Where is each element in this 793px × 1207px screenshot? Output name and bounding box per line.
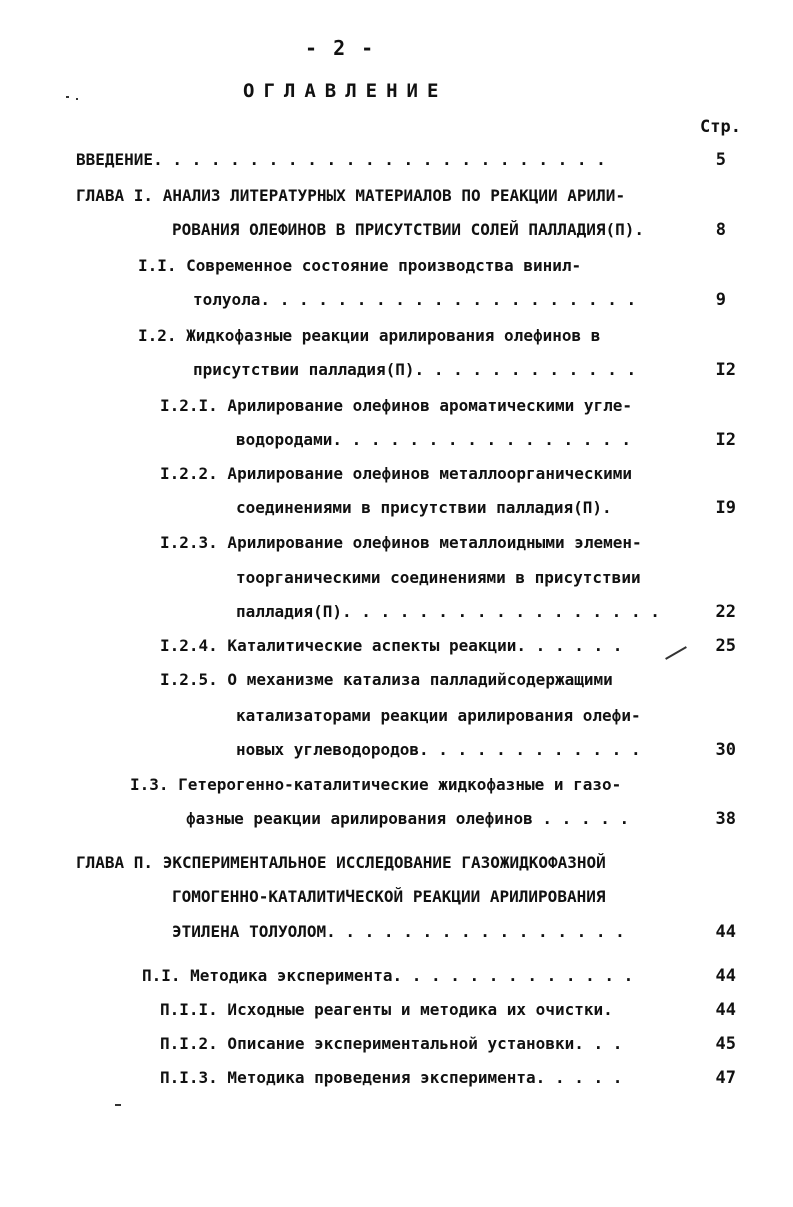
toc-page-chapter-2: 44 <box>715 922 736 942</box>
toc-entry-introduction: ВВЕДЕНИЕ. . . . . . . . . . . . . . . . . . . . . . . . <box>76 150 606 169</box>
toc-entry-1-2-3-cont: тоорганическими соединениями в присутствии <box>236 568 641 587</box>
toc-page-1-1: 9 <box>715 290 726 310</box>
toc-entry-1-3-cont: фазные реакции арилирования олефинов . . . . . <box>186 809 630 828</box>
toc-entry-1-2-5-cont: катализаторами реакции арилирования олефи- <box>236 706 641 725</box>
toc-entry-chapter-1-cont: РОВАНИЯ ОЛЕФИНОВ В ПРИСУТСТВИИ СОЛЕЙ ПАЛЛАДИЯ(П). <box>172 220 645 239</box>
toc-page-introduction: 5 <box>715 150 726 170</box>
toc-entry-1-1: I.I. Современное состояние производства винил- <box>138 256 582 275</box>
toc-page-1-2-4: 25 <box>715 636 736 656</box>
toc-entry-2-1-2: П.I.2. Описание экспериментальной установки. . . <box>160 1034 623 1053</box>
toc-entry-1-2-cont: присутствии палладия(П). . . . . . . . . . . . <box>193 360 637 379</box>
toc-entry-1-2-3-cont2: палладия(П). . . . . . . . . . . . . . . . . <box>236 602 660 621</box>
toc-entry-1-2-3: I.2.3. Арилирование олефинов металлоидными элемен- <box>160 533 642 552</box>
toc-entry-1-2-4: I.2.4. Каталитические аспекты реакции. . . . . . <box>160 636 623 655</box>
toc-page-2-1-3: 47 <box>715 1068 736 1088</box>
toc-page-1-2-2: I9 <box>715 498 736 518</box>
scan-mark <box>665 646 687 660</box>
toc-entry-1-2-5-cont2: новых углеводородов. . . . . . . . . . . . <box>236 740 641 759</box>
toc-entry-chapter-1: ГЛАВА I. АНАЛИЗ ЛИТЕРАТУРНЫХ МАТЕРИАЛОВ ПО РЕАКЦИИ АРИЛИ- <box>76 186 626 205</box>
page-number: - 2 - <box>305 36 376 60</box>
scan-speck <box>66 96 69 98</box>
toc-page-1-2-3: 22 <box>715 602 736 622</box>
toc-entry-1-2-5: I.2.5. О механизме катализа палладийсодержащими <box>160 670 613 689</box>
toc-entry-2-1-3: П.I.3. Методика проведения эксперимента. . . . . <box>160 1068 623 1087</box>
toc-entry-chapter-2-cont2: ЭТИЛЕНА ТОЛУОЛОМ. . . . . . . . . . . . . . . . <box>172 922 625 941</box>
toc-entry-1-1-cont: толуола. . . . . . . . . . . . . . . . . . . . <box>193 290 637 309</box>
toc-entry-chapter-2: ГЛАВА П. ЭКСПЕРИМЕНТАЛЬНОЕ ИССЛЕДОВАНИЕ ГАЗОЖИДКОФАЗНОЙ <box>76 853 606 872</box>
page-title: ОГЛАВЛЕНИЕ <box>243 80 448 102</box>
toc-entry-2-1-1: П.I.I. Исходные реагенты и методика их очистки. <box>160 1000 613 1019</box>
toc-page-1-2-5: 30 <box>715 740 736 760</box>
toc-entry-1-2-2: I.2.2. Арилирование олефинов металлоорганическими <box>160 464 633 483</box>
toc-page-chapter-1: 8 <box>715 220 726 240</box>
toc-entry-1-2: I.2. Жидкофазные реакции арилирования олефинов в <box>138 326 601 345</box>
scan-speck <box>115 1104 121 1106</box>
toc-page-1-2: I2 <box>715 360 736 380</box>
toc-page-2-1: 44 <box>715 966 736 986</box>
toc-page-1-3: 38 <box>715 809 736 829</box>
page-column-label: Стр. <box>700 117 741 137</box>
toc-page-2-1-2: 45 <box>715 1034 736 1054</box>
toc-entry-1-2-1: I.2.I. Арилирование олефинов ароматическими угле- <box>160 396 633 415</box>
toc-entry-1-3: I.3. Гетерогенно-каталитические жидкофазные и газо- <box>130 775 622 794</box>
toc-entry-chapter-2-cont: ГОМОГЕННО-КАТАЛИТИЧЕСКОЙ РЕАКЦИИ АРИЛИРОВАНИЯ <box>172 887 606 906</box>
toc-entry-2-1: П.I. Методика эксперимента. . . . . . . . . . . . . <box>142 966 634 985</box>
toc-page-2-1-1: 44 <box>715 1000 736 1020</box>
toc-entry-1-2-2-cont: соединениями в присутствии палладия(П). <box>236 498 612 517</box>
toc-page-1-2-1: I2 <box>715 430 736 450</box>
toc-entry-1-2-1-cont: водородами. . . . . . . . . . . . . . . . <box>236 430 631 449</box>
scan-speck <box>76 98 78 100</box>
